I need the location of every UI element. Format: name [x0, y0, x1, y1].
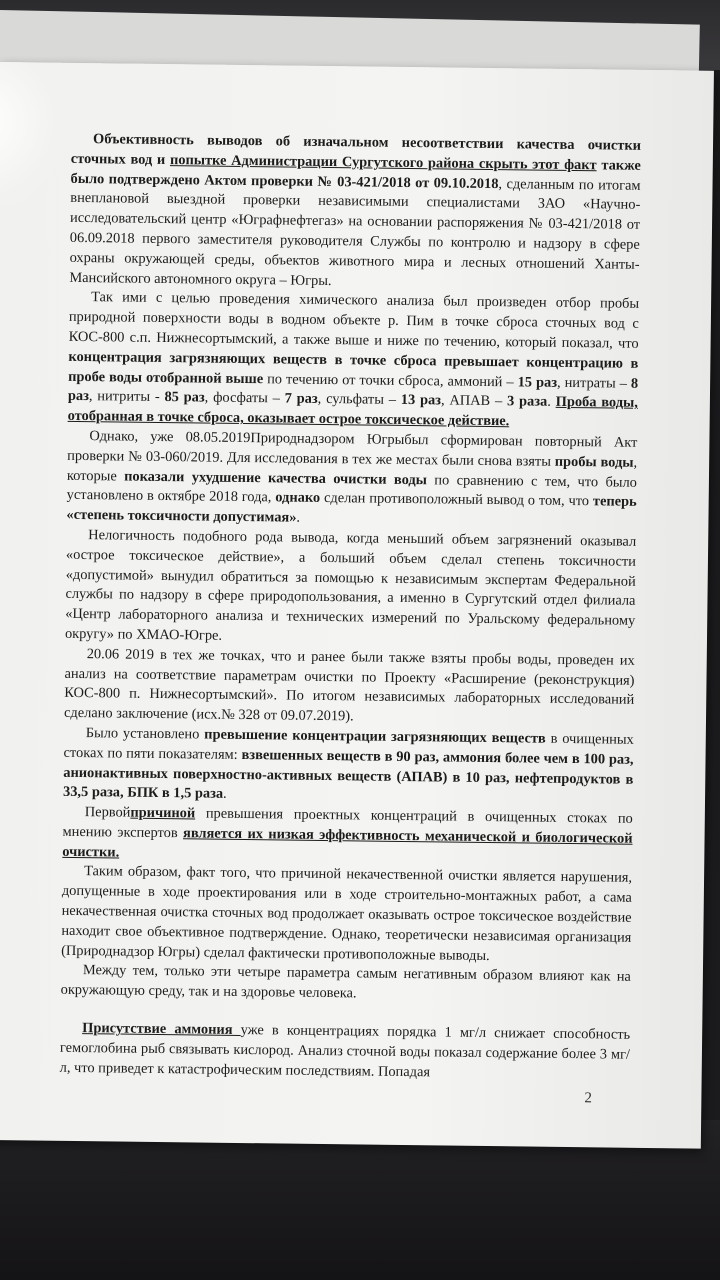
- text-run: Объективность выводов об изначальном несоответствии качества очистки сточных вод и: [70, 131, 642, 168]
- text-run: показали ухудшение качества очистки воды: [124, 468, 428, 488]
- text-run: превышение концентрации загрязняющих веществ: [204, 726, 546, 747]
- text-run: 7 раз: [284, 390, 318, 408]
- paragraph-10: [60, 1019, 631, 1085]
- text-run: по течению от точки сброса, аммоний –: [263, 370, 518, 390]
- text-run: .: [547, 394, 556, 411]
- text-run: попытке Администрации Сургутского района скрыть этот факт: [169, 151, 597, 174]
- text-run: 15 раз: [517, 373, 558, 391]
- page-number: 2: [584, 1090, 592, 1107]
- text-run: 20.06 2019 в тех же точках, что и ранее были также взяты пробы воды, проведен их анализ на соответствие параметрам очистки по Проекту «Расширение (реконструкция) КОС-800 п. Нижнесортымский». По итогом независимых лабораторных исследований сделано заключение (исх.№ 328 от 09.07.2019).: [63, 645, 635, 725]
- text-run: уже в концентрациях порядка 1 мг/л снижает способность гемоглобина рыб связывать кислород. Анализ сточной воды показал содержание более 3 мг/л, что приведет к катастрофическим последствиям. Попадая: [59, 1022, 631, 1080]
- text-run: Проба воды, отобранная в точке сброса, оказывает острое токсическое действие.: [67, 394, 638, 430]
- text-run: Нелогичность подобного рода вывода, когда меньший объем загрязнений оказывал «острое токсическое действие», а больший объем сделал степень токсичности «допустимой» вынудил обратиться за помощью к независимым экспертам Федеральной службы по надзору в сфере природопользования, а именно в Сургутский отдел филиала «Центр лабораторного анализа и технических измерений по Уральскому федеральному округу» по ХМАО-Югре.: [64, 527, 637, 644]
- text-run: по сравнению с тем, что было установлено в октябре 2018 года,: [66, 471, 637, 506]
- text-run: , нитраты –: [556, 374, 632, 392]
- text-run: является их низкая эффективность механической и биологической очистки.: [62, 825, 633, 861]
- text-run: концентрация загрязняющих веществ в точке сброса превышает концентрацию в пробе воды отобранной выше: [68, 348, 639, 387]
- paragraph-1: [69, 130, 641, 295]
- text-run: взвешенных веществ в 90 раз, аммония более чем в 100 раз, анионактивных поверхностно-активных веществ (АПАВ) в 10 раз, нефтепродуктов в 33,5 раза, БПК в 1,5 раза: [62, 746, 634, 803]
- paragraph-7: [62, 803, 633, 869]
- text-run: 8 раз: [67, 375, 639, 405]
- page-curl: [0, 62, 70, 213]
- text-run: пробы воды: [554, 453, 634, 471]
- text-run: также было подтверждено Актом проверки № 03-421/2018 от 09.10.2018: [70, 157, 641, 192]
- text-run: 3 раза: [506, 393, 548, 411]
- text-run: , АПАВ –: [440, 392, 508, 410]
- text-run: 13 раз: [400, 392, 442, 409]
- text-run: в очищенных стоках по пяти показателям:: [63, 730, 634, 763]
- page-text: [60, 130, 642, 1085]
- text-run: Между тем, только эти четыре параметра самым негативным образом влияют как на окружающую среду, так и на здоровье человека.: [60, 962, 631, 1002]
- paragraph-3: [66, 427, 637, 533]
- text-run: , сульфаты –: [317, 391, 401, 409]
- text-run: Присутствие аммония: [82, 1020, 241, 1039]
- text-run: превышения проектных концентраций в очищенных стоках по мнению экспертов: [62, 805, 633, 842]
- text-run: Однако, уже 08.05.2019Природнадзором Югрыбыл сформирован повторный Акт проверки № 03-060/2019. Для исследования в тех же местах были снова взяты: [67, 428, 638, 470]
- paragraph-6: [63, 724, 634, 810]
- text-run: 85 раз: [164, 389, 205, 406]
- text-run: , нитриты -: [88, 388, 165, 406]
- text-run: , сделанным по итогам внеплановой выездной проверки независимыми специалистами ЗАО «Научно-исследовательский центр «Юграфнефтегаз» на основании распоряжения № 03-421/2018 от 06.09.2018 первого заместителя руководителя Службы по контролю и надзору в сфере охраны окружающей среды, объектов животного мира и лесных отношений Ханты-Мансийского автономного округа – Югры.: [69, 175, 641, 289]
- text-run: причиной: [130, 804, 196, 822]
- paragraph-2: [68, 288, 640, 434]
- text-run: сделан противоположный вывод о том, что: [320, 490, 594, 510]
- text-run: Так ими с целью проведения химического анализа был произведен отбор пробы природной поверхности воды в водном объекте р. Пим в точке сброса сточных вод с КОС-800 с.п. Нижнесортымский, а также выше и ниже по течению, который показал, что: [68, 289, 640, 352]
- text-run: однако: [275, 489, 321, 507]
- text-run: , фосфаты –: [204, 389, 285, 407]
- paragraph-9: [61, 961, 631, 1008]
- text-run: Таким образом, факт того, что причиной некачественной очистки является нарушения, допущенные в ходе проектирования или в ходе строительно-монтажных работ, а сама некачественная очистка сточных вод продолжает оказывать острое токсическое воздействие находит свое объективное подтверждение. Однако, теоретически независимая организация (Природнадзор Югры) сделал фактически противоположные выводы.: [61, 863, 633, 964]
- document-page: [0, 62, 714, 1149]
- text-run: .: [296, 509, 301, 526]
- paragraph-5: [64, 645, 635, 731]
- text-run: .: [223, 786, 227, 803]
- text-run: Было установлено: [85, 725, 205, 743]
- paragraph-4: [65, 526, 636, 652]
- text-run: теперь «степень токсичности допустимая»: [66, 493, 637, 526]
- text-run: , которые: [66, 454, 638, 485]
- paragraph-8: [61, 862, 632, 968]
- text-run: Первой: [84, 804, 131, 821]
